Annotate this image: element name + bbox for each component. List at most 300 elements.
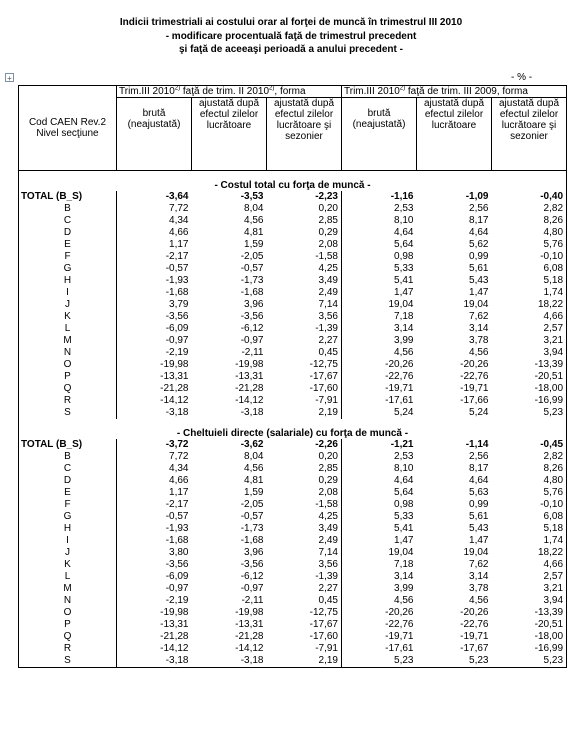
- table-cell: 1,47: [469, 535, 489, 546]
- row-code: C: [19, 463, 117, 475]
- table-row: [19, 251, 567, 263]
- table-cell: -1,68: [240, 287, 264, 298]
- document-subtitle-1: - modificare procentuală faţă de trimestrul precedent: [165, 31, 417, 42]
- table-cell: -18,00: [492, 383, 567, 395]
- table-cell: 8,17: [469, 215, 489, 226]
- table-cell: 4,34: [169, 215, 189, 226]
- table-cell: -7,91: [267, 643, 342, 655]
- table-cell: 2,49: [267, 287, 342, 299]
- section-title: - Costul total cu forţa de muncă -: [19, 171, 567, 192]
- table-cell: 2,27: [267, 335, 342, 347]
- table-cell: -13,39: [492, 359, 567, 371]
- table-cell: 3,56: [267, 311, 342, 323]
- table-cell: -2,17: [165, 499, 189, 510]
- table-cell: 7,18: [394, 559, 414, 570]
- table-row: [19, 595, 567, 607]
- table-cell: 1,74: [492, 287, 567, 299]
- table-cell: 3,21: [492, 335, 567, 347]
- table-cell: 2,57: [492, 323, 567, 335]
- table-cell: -3,18: [192, 655, 267, 668]
- table-cell: 5,23: [417, 655, 492, 668]
- table-cell: -19,98: [160, 359, 189, 370]
- table-cell: -0,57: [165, 511, 189, 522]
- table-cell: -19,98: [235, 607, 264, 618]
- table-cell: -0,57: [240, 263, 264, 274]
- table-cell: 8,10: [394, 463, 414, 474]
- row-code: B: [19, 451, 117, 463]
- table-cell: -19,71: [460, 383, 489, 394]
- table-cell: -1,73: [240, 275, 264, 286]
- table-cell: -16,99: [492, 643, 567, 655]
- table-cell: -2,05: [240, 499, 264, 510]
- table-cell: -0,97: [165, 583, 189, 594]
- table-cell: 7,62: [469, 559, 489, 570]
- table-cell: -7,91: [267, 395, 342, 407]
- col-header-bruta: brută (neajustată): [117, 98, 192, 171]
- section-header: [19, 171, 567, 192]
- table-cell: 1,17: [169, 239, 189, 250]
- table-row: [19, 335, 567, 347]
- table-row: [19, 535, 567, 547]
- table-cell: -1,68: [240, 535, 264, 546]
- table-cell: 5,62: [469, 239, 489, 250]
- table-cell: 2,08: [267, 487, 342, 499]
- section-header: [19, 419, 567, 439]
- col-header-ajustata-sezonier: ajustată după efectul zilelor lucrătoare şi sezonier: [267, 98, 342, 171]
- table-row: [19, 607, 567, 619]
- table-cell: 2,82: [492, 203, 567, 215]
- table-cell: -0,45: [492, 439, 567, 451]
- table-cell: 4,34: [169, 463, 189, 474]
- nivel-sectiune-label: Nivel secţiune: [36, 128, 99, 139]
- row-code: C: [19, 215, 117, 227]
- table-row: [19, 347, 567, 359]
- table-cell: -13,31: [235, 619, 264, 630]
- table-cell: 4,56: [244, 463, 264, 474]
- table-cell: 6,08: [492, 263, 567, 275]
- table-row: [19, 299, 567, 311]
- table-cell: 2,27: [267, 583, 342, 595]
- table-cell: 3,94: [492, 595, 567, 607]
- table-cell: -20,26: [460, 359, 489, 370]
- group1-text-c: , forma: [274, 86, 306, 97]
- table-cell: -3,56: [165, 311, 189, 322]
- table-cell: 8,26: [492, 215, 567, 227]
- table-cell: 5,23: [492, 407, 567, 419]
- table-cell: 7,62: [469, 311, 489, 322]
- row-code: B: [19, 203, 117, 215]
- table-cell: -21,28: [235, 383, 264, 394]
- table-cell: -17,61: [385, 643, 414, 654]
- table-cell: -0,97: [240, 335, 264, 346]
- table-cell: 19,04: [463, 299, 489, 310]
- row-code: O: [19, 359, 117, 371]
- table-cell: -12,75: [267, 359, 342, 371]
- group2-sup: 2): [399, 85, 406, 92]
- table-cell: 3,99: [394, 583, 414, 594]
- table-cell: 3,14: [469, 323, 489, 334]
- table-cell: 5,64: [394, 239, 414, 250]
- table-cell: 1,59: [244, 239, 264, 250]
- table-cell: -17,66: [460, 395, 489, 406]
- table-cell: 8,17: [469, 463, 489, 474]
- table-cell: 3,94: [492, 347, 567, 359]
- col-header-ajustata-sezonier: ajustată după efectul zilelor lucrătoare şi sezonier: [492, 98, 567, 171]
- table-cell: 4,81: [244, 475, 264, 486]
- table-cell: 7,14: [267, 547, 342, 559]
- table-row: [19, 395, 567, 407]
- table-cell: 7,18: [394, 311, 414, 322]
- table-cell: 3,99: [394, 335, 414, 346]
- group1-text-a: Trim.III 2010: [119, 86, 175, 97]
- table-cell: -20,51: [492, 371, 567, 383]
- table-cell: 8,04: [244, 451, 264, 462]
- row-code: J: [19, 547, 117, 559]
- table-cell: -0,10: [492, 251, 567, 263]
- total-row: [19, 439, 567, 451]
- table-cell: -16,99: [492, 395, 567, 407]
- table-cell: -1,73: [240, 523, 264, 534]
- table-cell: 0,29: [267, 227, 342, 239]
- table-row: [19, 215, 567, 227]
- table-cell: 0,20: [267, 203, 342, 215]
- table-cell: -17,60: [267, 631, 342, 643]
- table-cell: 2,19: [267, 407, 342, 419]
- table-cell: 4,80: [492, 475, 567, 487]
- table-cell: -18,00: [492, 631, 567, 643]
- table-cell: -3,18: [117, 655, 192, 668]
- table-cell: 3,49: [267, 523, 342, 535]
- table-row: [19, 275, 567, 287]
- table-cell: 3,56: [267, 559, 342, 571]
- table-cell: -6,12: [240, 323, 264, 334]
- table-cell: 3,14: [394, 323, 414, 334]
- table-cell: -13,31: [160, 619, 189, 630]
- table-cell: 5,41: [394, 523, 414, 534]
- table-cell: -2,19: [165, 347, 189, 358]
- row-code: O: [19, 607, 117, 619]
- table-row: [19, 287, 567, 299]
- table-cell: 4,80: [492, 227, 567, 239]
- table-cell: 5,18: [492, 275, 567, 287]
- table-row: [19, 451, 567, 463]
- table-cell: -21,28: [160, 383, 189, 394]
- table-cell: 0,20: [267, 451, 342, 463]
- table-cell: -19,71: [385, 383, 414, 394]
- table-cell: 7,72: [169, 203, 189, 214]
- table-cell: -1,39: [267, 571, 342, 583]
- table-cell: 1,17: [169, 487, 189, 498]
- row-code: N: [19, 347, 117, 359]
- table-cell: 4,66: [169, 475, 189, 486]
- table-cell: 1,47: [469, 287, 489, 298]
- table-cell: 5,61: [469, 263, 489, 274]
- table-cell: -2,05: [240, 251, 264, 262]
- table-cell: 19,04: [388, 299, 414, 310]
- table-cell: -19,71: [385, 631, 414, 642]
- table-cell: 4,56: [394, 595, 414, 606]
- row-code: Q: [19, 631, 117, 643]
- table-cell: -2,17: [165, 251, 189, 262]
- indices-table: [18, 85, 567, 668]
- row-code: D: [19, 227, 117, 239]
- table-cell: -6,12: [240, 571, 264, 582]
- table-cell: 6,08: [492, 511, 567, 523]
- table-cell: -1,68: [165, 287, 189, 298]
- table-cell: 8,10: [394, 215, 414, 226]
- table-cell: -1,21: [390, 439, 414, 450]
- cod-caen-header: [19, 86, 117, 171]
- table-cell: -1,14: [465, 439, 489, 450]
- row-code: L: [19, 323, 117, 335]
- group1-sup: 2): [174, 85, 181, 92]
- table-row: [19, 463, 567, 475]
- row-code: TOTAL (B_S): [19, 439, 117, 451]
- table-cell: 5,64: [394, 487, 414, 498]
- row-code: H: [19, 523, 117, 535]
- table-cell: -3,72: [165, 439, 189, 450]
- row-code: P: [19, 619, 117, 631]
- row-code: G: [19, 511, 117, 523]
- table-row: [19, 227, 567, 239]
- table-cell: -1,16: [390, 191, 414, 202]
- table-row: [19, 311, 567, 323]
- table-cell: -1,68: [165, 535, 189, 546]
- table-cell: -17,67: [267, 371, 342, 383]
- document-title: Indicii trimestriali ai costului orar al forţei de muncă în trimestrul III 2010: [119, 17, 463, 28]
- table-cell: -2,19: [165, 595, 189, 606]
- table-cell: 2,49: [267, 535, 342, 547]
- table-cell: 3,21: [492, 583, 567, 595]
- table-row: [19, 239, 567, 251]
- table-row: [19, 559, 567, 571]
- table-cell: -20,26: [460, 607, 489, 618]
- table-row: [19, 371, 567, 383]
- table-row: [19, 487, 567, 499]
- table-cell: -14,12: [235, 395, 264, 406]
- table-row: [19, 655, 567, 668]
- table-cell: -20,51: [492, 619, 567, 631]
- table-cell: 2,56: [469, 203, 489, 214]
- table-cell: 5,33: [394, 263, 414, 274]
- table-cell: 18,22: [492, 547, 567, 559]
- table-cell: -1,93: [165, 523, 189, 534]
- group-header-prev-year: [342, 86, 567, 98]
- table-cell: -0,10: [492, 499, 567, 511]
- table-row: [19, 407, 567, 419]
- cod-caen-label: Cod CAEN Rev.2: [28, 117, 107, 128]
- table-cell: 5,24: [469, 407, 489, 418]
- col-header-bruta: brută (neajustată): [342, 98, 417, 171]
- table-cell: 4,56: [469, 347, 489, 358]
- row-code: H: [19, 275, 117, 287]
- table-cell: -19,71: [460, 631, 489, 642]
- table-cell: -17,61: [385, 395, 414, 406]
- table-cell: -0,57: [240, 511, 264, 522]
- row-code: Q: [19, 383, 117, 395]
- table-move-handle-icon[interactable]: +: [5, 73, 14, 82]
- table-row: [19, 203, 567, 215]
- table-cell: 2,85: [267, 463, 342, 475]
- table-cell: -22,76: [460, 371, 489, 382]
- table-cell: 5,76: [492, 487, 567, 499]
- table-row: [19, 323, 567, 335]
- table-cell: -6,09: [165, 571, 189, 582]
- col-header-ajustata-zile: ajustată după efectul zilelor lucrătoare: [417, 98, 492, 171]
- unit-label: - % -: [511, 72, 533, 83]
- table-cell: 4,25: [267, 511, 342, 523]
- table-cell: 5,41: [394, 275, 414, 286]
- row-code: E: [19, 239, 117, 251]
- row-code: S: [19, 655, 117, 668]
- table-cell: 3,79: [169, 299, 189, 310]
- table-cell: 1,59: [244, 487, 264, 498]
- table-cell: 5,33: [394, 511, 414, 522]
- total-row: [19, 191, 567, 203]
- table-cell: 4,64: [394, 227, 414, 238]
- table-cell: 2,19: [267, 655, 342, 668]
- table-cell: 0,98: [394, 499, 414, 510]
- row-code: I: [19, 535, 117, 547]
- table-cell: 2,57: [492, 571, 567, 583]
- document-subtitle-2: şi faţă de aceeaşi perioadă a anului precedent -: [179, 44, 403, 55]
- table-cell: -3,56: [240, 311, 264, 322]
- group2-text-b: faţă de trim. III 2009, forma: [405, 86, 528, 97]
- table-cell: -2,26: [267, 439, 342, 451]
- table-cell: -14,12: [160, 395, 189, 406]
- table-row: [19, 643, 567, 655]
- table-cell: -1,58: [267, 251, 342, 263]
- table-cell: 4,56: [244, 215, 264, 226]
- table-cell: 5,43: [469, 275, 489, 286]
- row-code: E: [19, 487, 117, 499]
- table-cell: 3,14: [469, 571, 489, 582]
- table-cell: -21,28: [235, 631, 264, 642]
- table-cell: -20,26: [385, 607, 414, 618]
- table-cell: -13,39: [492, 607, 567, 619]
- table-cell: 4,56: [394, 347, 414, 358]
- row-code: L: [19, 571, 117, 583]
- table-cell: 4,66: [492, 559, 567, 571]
- row-code: P: [19, 371, 117, 383]
- table-cell: 3,78: [469, 335, 489, 346]
- group1-sup2: 2): [269, 85, 275, 92]
- table-cell: 1,47: [394, 535, 414, 546]
- table-row: [19, 359, 567, 371]
- table-cell: 3,78: [469, 583, 489, 594]
- row-code: G: [19, 263, 117, 275]
- row-code: M: [19, 335, 117, 347]
- table-cell: -2,11: [241, 595, 264, 606]
- table-cell: -17,67: [267, 619, 342, 631]
- table-cell: 2,53: [394, 203, 414, 214]
- table-cell: 2,56: [469, 451, 489, 462]
- table-cell: 7,72: [169, 451, 189, 462]
- table-cell: 7,14: [267, 299, 342, 311]
- table-cell: 0,29: [267, 475, 342, 487]
- table-cell: -1,93: [165, 275, 189, 286]
- table-cell: -3,64: [165, 191, 189, 202]
- table-row: [19, 383, 567, 395]
- table-cell: 8,26: [492, 463, 567, 475]
- table-cell: 3,14: [394, 571, 414, 582]
- table-row: [19, 619, 567, 631]
- table-cell: 5,63: [469, 487, 489, 498]
- table-cell: 2,85: [267, 215, 342, 227]
- table-cell: -20,26: [385, 359, 414, 370]
- table-cell: 2,08: [267, 239, 342, 251]
- table-cell: 1,47: [394, 287, 414, 298]
- table-cell: -6,09: [165, 323, 189, 334]
- row-code: S: [19, 407, 117, 419]
- table-cell: 0,45: [267, 347, 342, 359]
- row-code: M: [19, 583, 117, 595]
- table-cell: 2,53: [394, 451, 414, 462]
- group2-text-a: Trim.III 2010: [344, 86, 400, 97]
- col-header-ajustata-zile: ajustată după efectul zilelor lucrătoare: [192, 98, 267, 171]
- table-cell: -19,98: [235, 359, 264, 370]
- table-cell: 4,81: [244, 227, 264, 238]
- table-cell: 5,23: [342, 655, 417, 668]
- table-cell: -14,12: [235, 643, 264, 654]
- row-code: TOTAL (B_S): [19, 191, 117, 203]
- table-row: [19, 523, 567, 535]
- table-cell: 5,24: [394, 407, 414, 418]
- table-cell: 8,04: [244, 203, 264, 214]
- table-cell: -2,23: [267, 191, 342, 203]
- table-row: [19, 511, 567, 523]
- table-cell: 4,64: [394, 475, 414, 486]
- table-cell: -17,67: [460, 643, 489, 654]
- table-cell: 3,96: [244, 547, 264, 558]
- table-cell: -3,18: [240, 407, 264, 418]
- table-cell: 3,96: [244, 299, 264, 310]
- row-code: N: [19, 595, 117, 607]
- table-row: [19, 571, 567, 583]
- table-cell: -3,62: [240, 439, 264, 450]
- table-cell: 19,04: [388, 547, 414, 558]
- table-cell: 5,18: [492, 523, 567, 535]
- table-cell: -22,76: [385, 371, 414, 382]
- table-cell: 2,82: [492, 451, 567, 463]
- table-cell: -19,98: [160, 607, 189, 618]
- row-code: K: [19, 311, 117, 323]
- table-cell: -3,56: [240, 559, 264, 570]
- table-cell: 4,25: [267, 263, 342, 275]
- row-code: R: [19, 643, 117, 655]
- table-cell: -3,56: [165, 559, 189, 570]
- row-code: F: [19, 251, 117, 263]
- table-cell: 3,49: [267, 275, 342, 287]
- table-row: [19, 631, 567, 643]
- table-cell: -0,97: [165, 335, 189, 346]
- table-row: [19, 263, 567, 275]
- section-title: - Cheltuieli directe (salariale) cu forţa de muncă -: [19, 419, 567, 439]
- table-cell: 5,23: [492, 655, 567, 668]
- table-cell: 4,64: [469, 227, 489, 238]
- row-code: I: [19, 287, 117, 299]
- group-header-prev-quarter: [117, 86, 342, 98]
- table-row: [19, 583, 567, 595]
- row-code: D: [19, 475, 117, 487]
- table-cell: 1,74: [492, 535, 567, 547]
- table-row: [19, 499, 567, 511]
- table-cell: 4,66: [169, 227, 189, 238]
- table-cell: 0,99: [469, 499, 489, 510]
- table-cell: 5,61: [469, 511, 489, 522]
- group1-text-b: faţă de trim. II 2010: [180, 86, 270, 97]
- table-cell: 19,04: [463, 547, 489, 558]
